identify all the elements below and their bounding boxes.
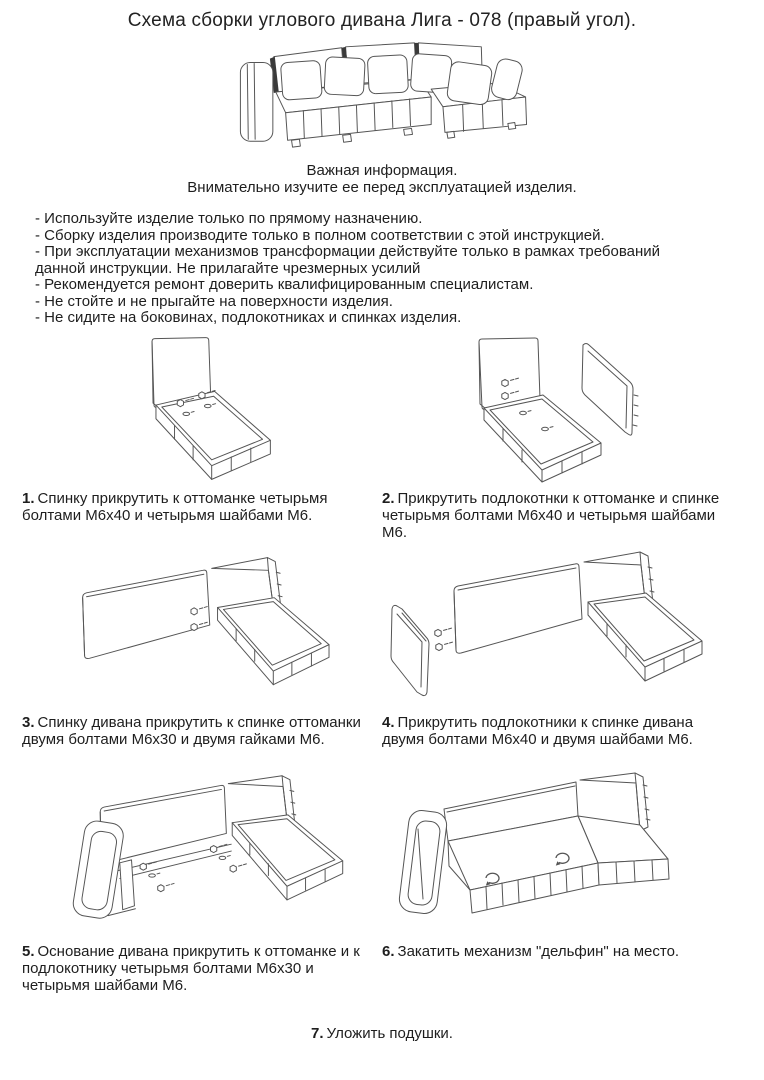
step5-drawing-icon: [22, 771, 374, 936]
warning-item: - Не стойте и не прыгайте на поверхности изделия.: [35, 292, 393, 310]
step1-diagram: [22, 332, 374, 484]
warning-item: - Рекомендуется ремонт доверить квалифицированным специалистам.: [35, 276, 534, 293]
warnings-list: [35, 211, 740, 327]
step2-number: 2.: [382, 489, 395, 507]
step3-diagram: [22, 548, 374, 708]
step1-caption: [22, 484, 374, 548]
step2-text: Прикрутить подлокотнки к оттоманке и спинке четырьмя болтами М6х40 и четырьмя шайбами М6.: [382, 489, 720, 541]
assembled-sofa-drawing-icon: [192, 36, 572, 154]
assembled-sofa-illustration: [192, 36, 572, 154]
step5-caption: [22, 937, 374, 1017]
warning-item: данной инструкции. Не прилагайте чрезмерных усилий: [35, 259, 421, 277]
step5-diagram: [22, 770, 374, 937]
step7-text: Уложить подушки.: [326, 1024, 453, 1042]
step2-drawing-icon: [387, 333, 747, 483]
step3-caption: [22, 708, 374, 770]
important-info-heading: [0, 162, 764, 196]
step4-caption: [382, 708, 734, 770]
step1-text: Спинку прикрутить к оттоманке четырьмя болтами М6х40 и четырьмя шайбами М6.: [22, 489, 328, 524]
warning-item: - Сборку изделия производите только в полном соответствии с этой инструкцией.: [35, 226, 605, 244]
step1-number: 1.: [22, 489, 35, 507]
step4-diagram: [382, 548, 752, 708]
warning-item: - Не сидите на боковинах, подлокотниках и спинках изделия.: [35, 309, 462, 326]
step6-diagram: [382, 770, 752, 937]
step5-text: Основание дивана прикрутить к оттоманке и к подлокотнику четырьмя болтами М6х30 и четырьмя шайбами М6.: [22, 942, 360, 994]
step1-drawing-icon: [22, 333, 374, 483]
warning-item: - При эксплуатации механизмов трансформации действуйте только в рамках требований: [35, 243, 660, 260]
warning-item: - Используйте изделие только по прямому назначению.: [35, 210, 423, 227]
step5-number: 5.: [22, 942, 35, 960]
step2-diagram: [382, 332, 752, 484]
step7-number: 7.: [311, 1024, 324, 1042]
step6-text: Закатить механизм "дельфин" на место.: [397, 942, 680, 960]
important-info-subtitle: Внимательно изучите ее перед эксплуатацией изделия.: [187, 179, 577, 196]
assembly-steps-grid: [0, 332, 764, 1017]
step4-number: 4.: [382, 713, 395, 731]
step4-text: Прикрутить подлокотники к спинке дивана двумя болтами М6х40 и двумя шайбами М6.: [382, 713, 694, 748]
step6-drawing-icon: [382, 771, 752, 936]
step3-number: 3.: [22, 713, 35, 731]
step2-caption: [382, 484, 734, 548]
step7-caption: [0, 1025, 764, 1042]
step6-caption: [382, 937, 734, 1017]
step3-drawing-icon: [22, 549, 374, 707]
step6-number: 6.: [382, 942, 395, 960]
step4-drawing-icon: [382, 549, 752, 707]
step3-text: Спинку дивана прикрутить к спинке оттоманки двумя болтами М6х30 и двумя гайками М6.: [22, 713, 361, 748]
important-info-title: Важная информация.: [306, 162, 458, 179]
page-title: Схема сборки углового дивана Лига - 078 (правый угол).: [127, 10, 637, 31]
